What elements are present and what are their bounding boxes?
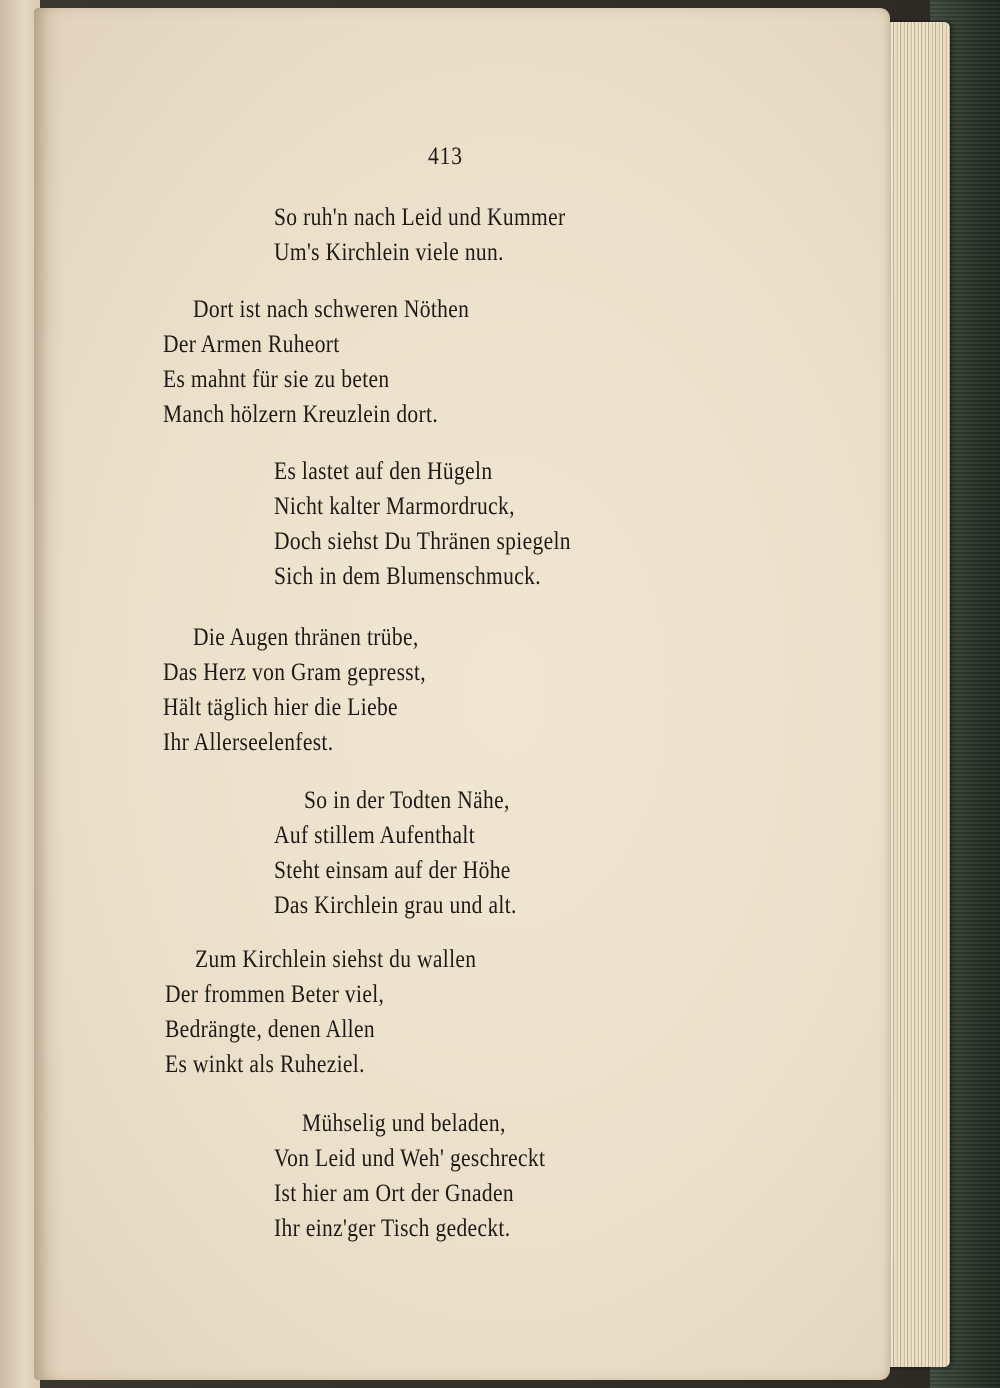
page-number: 413 (428, 143, 463, 170)
verse-line: Es lastet auf den Hügeln (274, 458, 493, 485)
verse-line: Dort ist nach schweren Nöthen (193, 296, 470, 323)
verse-line: Mühselig und beladen, (302, 1110, 506, 1137)
verse-line: Sich in dem Blumenschmuck. (274, 563, 541, 590)
stanza-3 (274, 454, 619, 594)
verse-line: Der Armen Ruheort (163, 331, 340, 358)
verse-line: Der frommen Beter viel, (165, 981, 385, 1008)
stanza-6 (165, 942, 522, 1082)
verse-line: Manch hölzern Kreuzlein dort. (163, 401, 439, 428)
page-edges (880, 22, 950, 1367)
verse-line: Es winkt als Ruheziel. (165, 1051, 365, 1078)
verse-line: Die Augen thränen trübe, (193, 624, 419, 651)
verse-line: Nicht kalter Marmordruck, (274, 493, 515, 520)
stanza-4 (163, 620, 469, 760)
verse-line: Hält täglich hier die Liebe (163, 694, 398, 721)
verse-line: Bedrängte, denen Allen (165, 1016, 375, 1043)
verse-line: Das Kirchlein grau und alt. (274, 892, 517, 919)
stanza-2 (163, 292, 514, 432)
verse-line: Ihr Allerseelenfest. (163, 729, 334, 756)
verse-line: Von Leid und Weh' geschreckt (274, 1145, 546, 1172)
book-page (34, 8, 890, 1380)
stanza-1 (274, 200, 613, 270)
verse-line: Das Herz von Gram gepresst, (163, 659, 427, 686)
verse-line: Es mahnt für sie zu beten (163, 366, 390, 393)
verse-line: Ist hier am Ort der Gnaden (274, 1180, 514, 1207)
verse-line: Doch siehst Du Thränen spiegeln (274, 528, 571, 555)
verse-line: So ruh'n nach Leid und Kummer (274, 204, 566, 231)
verse-line: Zum Kirchlein siehst du wallen (195, 946, 477, 973)
stanza-7 (274, 1106, 589, 1246)
verse-line: Um's Kirchlein viele nun. (274, 239, 504, 266)
verse-line: Auf stillem Aufenthalt (274, 822, 476, 849)
stanza-5 (274, 783, 556, 923)
verse-line: Steht einsam auf der Höhe (274, 857, 511, 884)
verse-line: So in der Todten Nähe, (304, 787, 510, 814)
verse-line: Ihr einz'ger Tisch gedeckt. (274, 1215, 511, 1242)
